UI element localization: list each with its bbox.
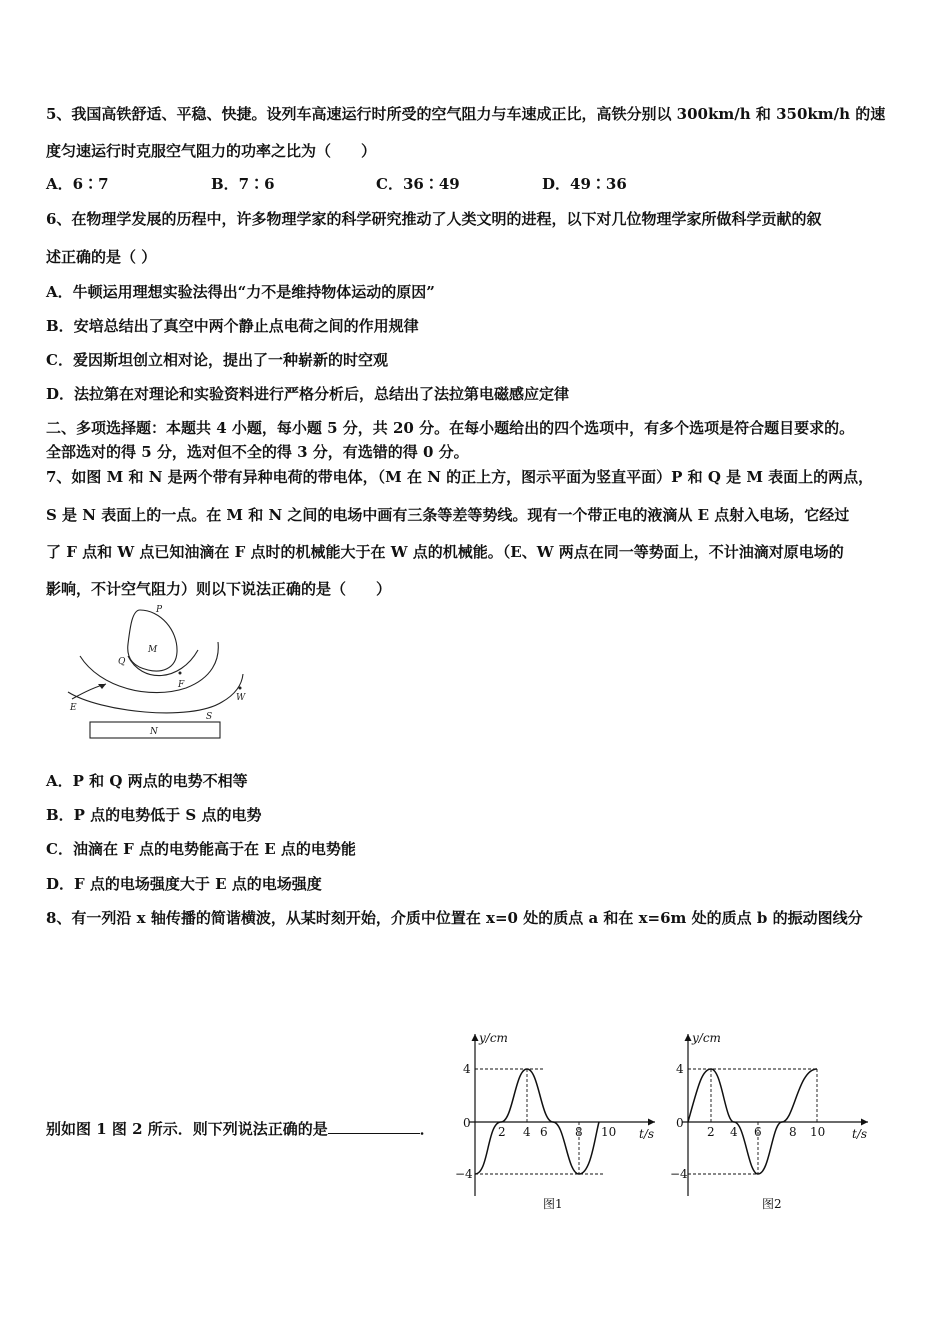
- graph-caption: 图2: [762, 1197, 782, 1211]
- q6-option-c: C．爱因斯坦创立相对论，提出了一种崭新的时空观: [46, 351, 388, 369]
- label-s: S: [206, 712, 213, 722]
- x-tick-2: 2: [498, 1125, 506, 1139]
- q5-stem-line2: 度匀速运行时克服空气阻力的功率之比为（ ）: [46, 142, 377, 160]
- graph-caption: 图1: [543, 1197, 563, 1211]
- vibration-graph-2: [670, 1026, 880, 1216]
- label-e: E: [70, 703, 77, 713]
- x-tick-4: 4: [523, 1125, 531, 1139]
- point-f-dot: [179, 672, 182, 675]
- q7-option-d: D．F 点的电场强度大于 E 点的电场强度: [46, 875, 322, 893]
- label-q: Q: [118, 657, 126, 667]
- q7-option-c: C．油滴在 F 点的电势能高于在 E 点的电势能: [46, 840, 356, 858]
- x-tick-10: 10: [601, 1125, 617, 1139]
- q7-option-b: B．P 点的电势低于 S 点的电势: [46, 806, 262, 824]
- q6-option-d: D．法拉第在对理论和实验资料进行严格分析后，总结出了法拉第电磁感应定律: [46, 385, 570, 403]
- section2-line1: 二、多项选择题：本题共 4 小题，每小题 5 分，共 20 分。在每小题给出的四个选项中，有多个选项是符合题目要求的。: [46, 419, 855, 437]
- y-tick-neg4: −4: [455, 1167, 473, 1181]
- q7-option-a: A．P 和 Q 两点的电势不相等: [46, 772, 248, 790]
- q6-option-a: A．牛顿运用理想实验法得出“力不是维持物体运动的原因”: [46, 283, 435, 301]
- x-tick-8: 8: [575, 1125, 583, 1139]
- q6-stem-line2: 述正确的是（ ）: [46, 248, 157, 266]
- y-axis-label: y/cm: [479, 1031, 508, 1045]
- x-tick-6: 6: [754, 1125, 762, 1139]
- q5-option-b: B．7∶6: [211, 175, 275, 193]
- q5-option-a: A．6∶7: [46, 175, 109, 193]
- label-w: W: [236, 693, 246, 703]
- origin-label: 0: [676, 1116, 684, 1130]
- x-tick-8: 8: [789, 1125, 797, 1139]
- y-axis-label: y/cm: [692, 1031, 721, 1045]
- q7-field-figure: [60, 600, 260, 745]
- q5-option-c: C．36∶49: [376, 175, 460, 193]
- x-axis-label: t/s: [852, 1127, 868, 1141]
- equipotential-line-outer: [68, 674, 243, 713]
- q7-stem-line3: 了 F 点和 W 点已知油滴在 F 点时的机械能大于在 W 点的机械能。（E、W 两点在同一等势面上，不计油滴对原电场的: [46, 543, 844, 561]
- y-tick-neg4: −4: [670, 1167, 688, 1181]
- label-f: F: [178, 680, 185, 690]
- y-tick-4: 4: [676, 1062, 684, 1076]
- equipotential-line-inner: [128, 650, 198, 676]
- x-tick-6: 6: [540, 1125, 548, 1139]
- x-tick-10: 10: [810, 1125, 826, 1139]
- conductor-m-outline: [128, 610, 177, 671]
- label-n: N: [150, 727, 158, 737]
- answer-blank[interactable]: [328, 1119, 420, 1134]
- q5-stem-line1: 5、我国高铁舒适、平稳、快捷。设列车高速运行时所受的空气阻力与车速成正比，高铁分别以 300km/h 和 350km/h 的速: [46, 105, 886, 123]
- section2-line2: 全部选对的得 5 分，选对但不全的得 3 分，有选错的得 0 分。: [46, 443, 469, 461]
- x-tick-4: 4: [730, 1125, 738, 1139]
- q8-stem-line2: [46, 1118, 435, 1139]
- q6-option-b: B．安培总结出了真空中两个静止点电荷之间的作用规律: [46, 317, 419, 335]
- q7-stem-line1: 7、如图 M 和 N 是两个带有异种电荷的带电体，（M 在 N 的正上方，图示平面为竖直平面）P 和 Q 是 M 表面上的两点，: [46, 468, 874, 486]
- x-axis-label: t/s: [639, 1127, 655, 1141]
- q8-stem-prefix: 别如图 1 图 2 所示．则下列说法正确的是: [46, 1120, 328, 1138]
- label-p: P: [156, 605, 163, 615]
- point-w-dot: [239, 687, 242, 690]
- y-tick-4: 4: [463, 1062, 471, 1076]
- q7-stem-line2: S 是 N 表面上的一点。在 M 和 N 之间的电场中画有三条等差等势线。现有一个带正电的液滴从 E 点射入电场，它经过: [46, 506, 850, 524]
- q6-stem-line1: 6、在物理学发展的历程中，许多物理学家的科学研究推动了人类文明的进程，以下对几位物理学家所做科学贡献的叙: [46, 210, 822, 228]
- vibration-graph-1: [455, 1026, 665, 1216]
- q8-stem-line1: 8、有一列沿 x 轴传播的简谐横波，从某时刻开始，介质中位置在 x=0 处的质点 a 和在 x=6m 处的质点 b 的振动图线分: [46, 909, 863, 927]
- origin-label: 0: [463, 1116, 471, 1130]
- x-tick-2: 2: [707, 1125, 715, 1139]
- label-m: M: [148, 645, 158, 655]
- q5-option-d: D．49∶36: [542, 175, 627, 193]
- q7-stem-line4: 影响，不计空气阻力）则以下说法正确的是（ ）: [46, 580, 392, 598]
- q8-stem-suffix: ．: [419, 1120, 435, 1138]
